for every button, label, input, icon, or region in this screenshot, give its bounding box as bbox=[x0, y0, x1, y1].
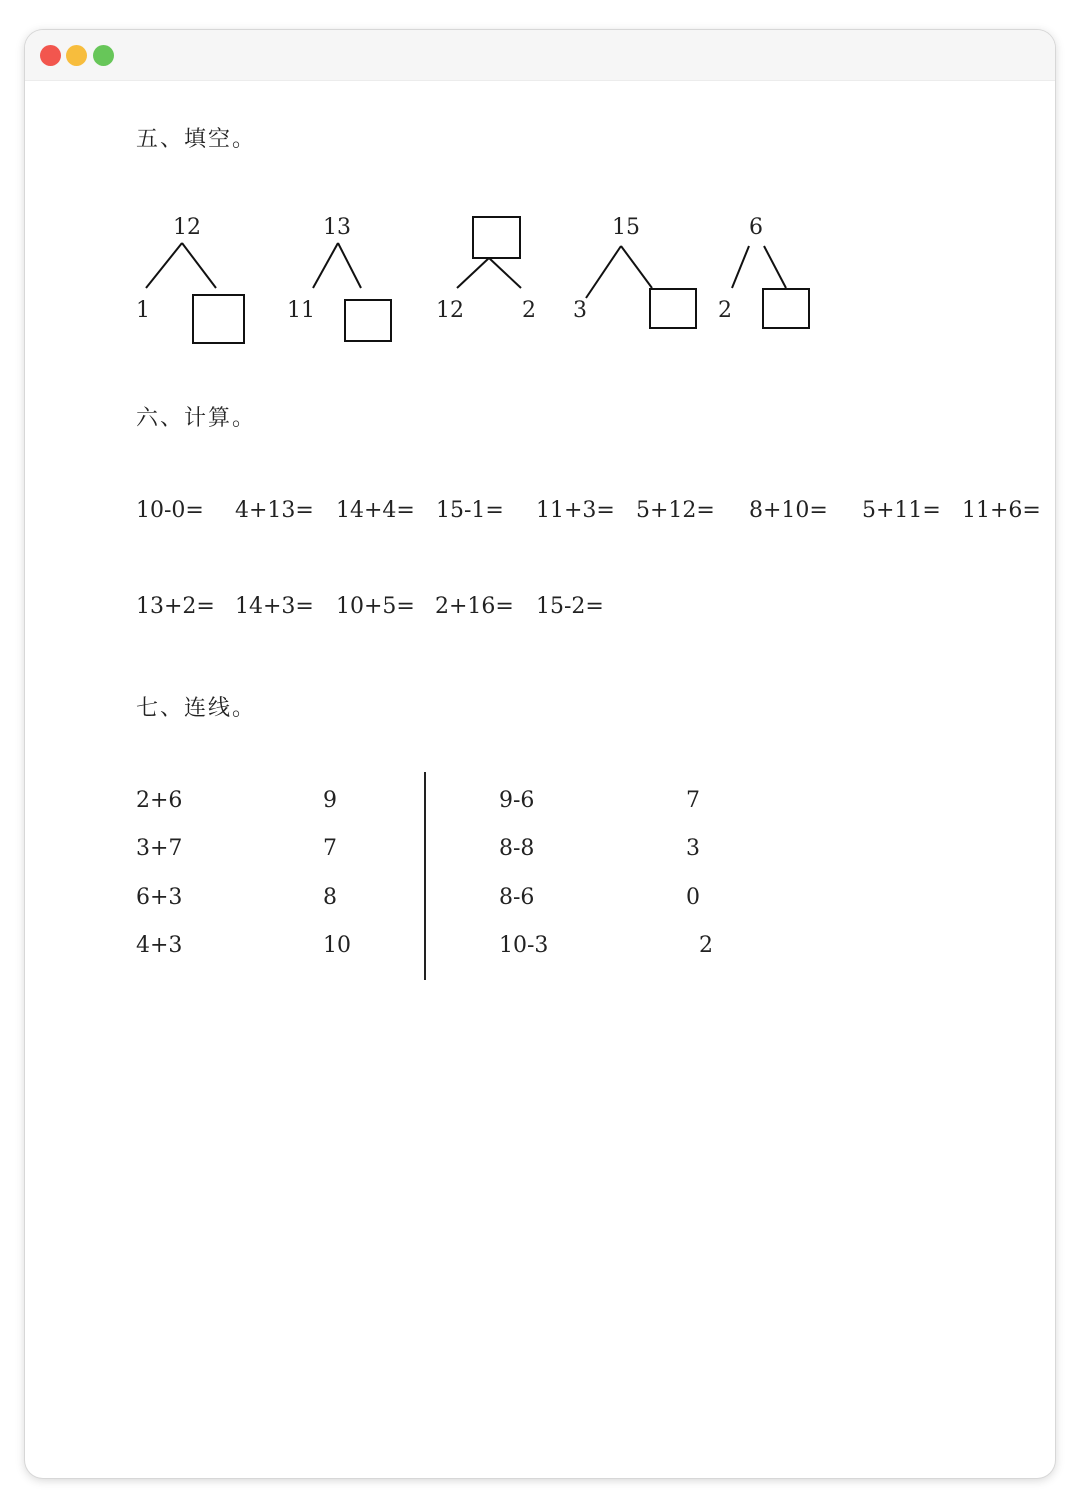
bond-3-left: 12 bbox=[436, 298, 464, 323]
section-five-heading: 五、填空。 bbox=[136, 127, 257, 152]
bond-2-top: 13 bbox=[323, 215, 351, 240]
calc-row1-item: 5+11= bbox=[862, 498, 941, 523]
bond-1-top: 12 bbox=[173, 215, 201, 240]
calc-row1-item: 14+4= bbox=[336, 498, 415, 523]
bond-4-left: 3 bbox=[573, 298, 587, 323]
calc-row2-item: 15-2= bbox=[536, 594, 604, 619]
match-right-expression[interactable]: 8-6 bbox=[499, 885, 535, 910]
match-right-expression[interactable]: 10-3 bbox=[499, 933, 549, 958]
bond-5-top: 6 bbox=[749, 215, 763, 240]
app-window bbox=[25, 30, 1055, 1478]
bond-4-answer-box[interactable] bbox=[649, 288, 697, 329]
calc-row2-item: 13+2= bbox=[136, 594, 215, 619]
match-right-result[interactable]: 3 bbox=[686, 836, 700, 861]
bond-1-answer-box[interactable] bbox=[192, 294, 245, 344]
bond-1-left: 1 bbox=[136, 298, 150, 323]
calc-row1-item: 4+13= bbox=[235, 498, 314, 523]
bond-3-answer-box[interactable] bbox=[472, 216, 521, 259]
match-left-result[interactable]: 8 bbox=[323, 885, 337, 910]
matching-divider bbox=[424, 772, 426, 980]
calc-row2-item: 2+16= bbox=[435, 594, 514, 619]
calc-row1-item: 15-1= bbox=[436, 498, 504, 523]
calc-row1-item: 11+3= bbox=[536, 498, 615, 523]
bond-3-right: 2 bbox=[522, 298, 536, 323]
calc-row2-item: 14+3= bbox=[235, 594, 314, 619]
calc-row1-item: 5+12= bbox=[636, 498, 715, 523]
number-bond-lines bbox=[25, 30, 1055, 1478]
match-right-result[interactable]: 7 bbox=[686, 788, 700, 813]
match-right-result[interactable]: 2 bbox=[699, 933, 713, 958]
match-left-expression[interactable]: 4+3 bbox=[136, 933, 183, 958]
calc-row1-item: 8+10= bbox=[749, 498, 828, 523]
calc-row1-item: 10-0= bbox=[136, 498, 204, 523]
match-right-result[interactable]: 0 bbox=[686, 885, 700, 910]
match-right-expression[interactable]: 9-6 bbox=[499, 788, 535, 813]
match-left-expression[interactable]: 6+3 bbox=[136, 885, 183, 910]
match-left-expression[interactable]: 3+7 bbox=[136, 836, 183, 861]
bond-2-answer-box[interactable] bbox=[344, 299, 392, 342]
section-seven-heading: 七、连线。 bbox=[136, 696, 257, 721]
match-left-result[interactable]: 7 bbox=[323, 836, 337, 861]
match-right-expression[interactable]: 8-8 bbox=[499, 836, 535, 861]
calc-row2-item: 10+5= bbox=[336, 594, 415, 619]
bond-5-left: 2 bbox=[718, 298, 732, 323]
section-six-heading: 六、计算。 bbox=[136, 406, 257, 431]
calc-row1-item: 11+6= bbox=[962, 498, 1041, 523]
bond-2-left: 11 bbox=[287, 298, 315, 323]
match-left-result[interactable]: 9 bbox=[323, 788, 337, 813]
match-left-result[interactable]: 10 bbox=[323, 933, 351, 958]
bond-5-answer-box[interactable] bbox=[762, 288, 810, 329]
bond-4-top: 15 bbox=[612, 215, 640, 240]
match-left-expression[interactable]: 2+6 bbox=[136, 788, 183, 813]
